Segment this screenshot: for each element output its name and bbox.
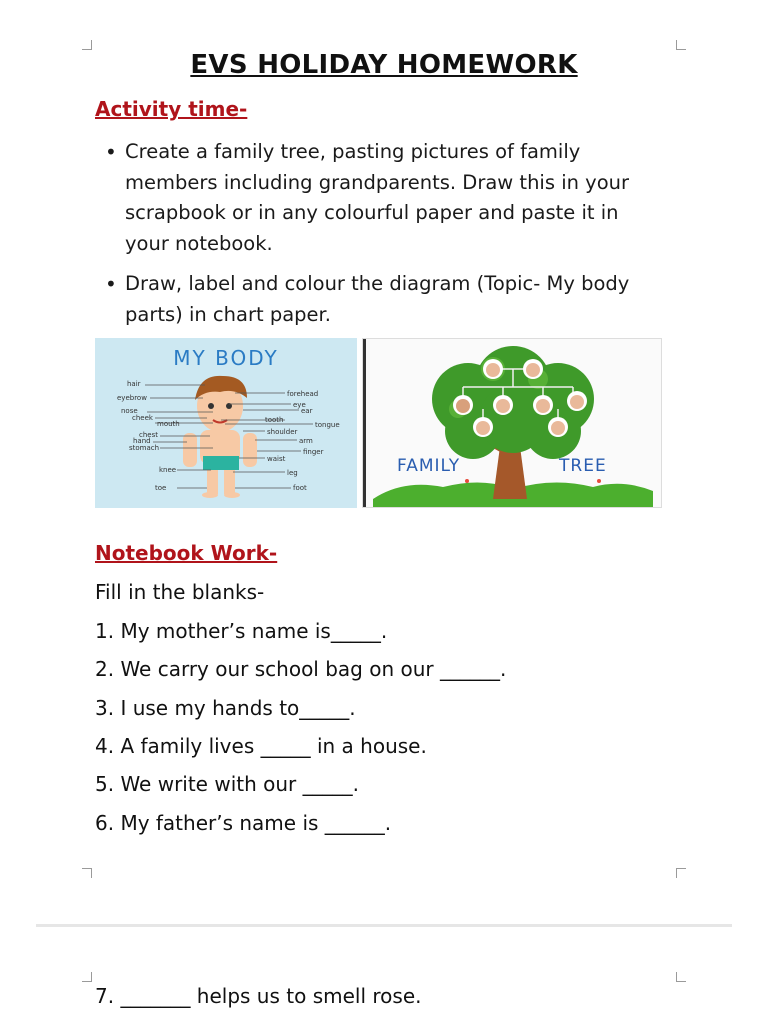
question-item: 2. We carry our school bag on our ______. [95, 657, 507, 681]
page-title: EVS HOLIDAY HOMEWORK [190, 50, 578, 80]
fill-blanks-instruction: Fill in the blanks- [95, 580, 265, 604]
label-forehead: forehead [287, 390, 319, 398]
activity-item [105, 137, 665, 259]
crop-mark-top-right [676, 40, 686, 50]
family-tree-drawing [363, 339, 661, 507]
label-mouth: mouth [157, 420, 180, 428]
boy-left-arm [183, 433, 197, 467]
label-stomach: stomach [129, 444, 160, 452]
bullet-icon: • [105, 272, 117, 296]
label-finger: finger [303, 448, 324, 456]
question-item: 1. My mother’s name is_____. [95, 619, 388, 643]
label-toe: toe [155, 484, 167, 492]
activity-item-text: Create a family tree, pasting pictures of family members including grandparents. Draw this in your scrapbook or in any colourful paper and paste it in your notebook. [125, 140, 630, 255]
question-item: 5. We write with our _____. [95, 772, 359, 796]
label-nose: nose [121, 407, 138, 415]
activity-list [105, 137, 665, 340]
crop-mark-bottom-right [676, 868, 686, 878]
boy-right-arm [243, 433, 257, 467]
question-item: 6. My father’s name is ______. [95, 811, 392, 835]
label-ear: ear [301, 407, 313, 415]
my-body-illustration [95, 338, 357, 508]
label-leg: leg [287, 469, 298, 477]
question-item: 7. _______ helps us to smell rose. [95, 984, 422, 1008]
label-eyebrow: eyebrow [117, 394, 147, 402]
bullet-icon: • [105, 140, 117, 164]
question-item: 4. A family lives _____ in a house. [95, 734, 427, 758]
my-body-drawing [95, 338, 357, 508]
label-waist: waist [267, 455, 286, 463]
label-eye: eye [293, 401, 306, 409]
activity-item-text: Draw, label and colour the diagram (Topic- My body parts) in chart paper. [125, 272, 630, 326]
notebook-heading: Notebook Work- [95, 541, 278, 565]
label-cheek: cheek [132, 414, 153, 422]
label-chest: chest [139, 431, 158, 439]
label-hair: hair [127, 380, 141, 388]
tree-word: TREE [559, 456, 607, 476]
label-hand: hand [133, 437, 151, 445]
family-word: FAMILY [397, 456, 461, 476]
crop-mark-bottom-left [82, 868, 92, 878]
question-item: 3. I use my hands to_____. [95, 696, 356, 720]
label-shoulder: shoulder [267, 428, 298, 436]
activity-item [105, 269, 665, 330]
crop-mark-next-page-right [676, 972, 686, 982]
crop-mark-top-left [82, 40, 92, 50]
label-arm: arm [299, 437, 313, 445]
my-body-title: MY BODY [173, 346, 279, 370]
activity-heading: Activity time- [95, 97, 248, 121]
crop-mark-next-page-left [82, 972, 92, 982]
label-knee: knee [159, 466, 177, 474]
family-tree-illustration [362, 338, 662, 508]
label-foot: foot [293, 484, 307, 492]
boy-shorts [203, 456, 239, 470]
label-tongue: tongue [315, 421, 340, 429]
label-tooth: tooth [265, 416, 284, 424]
page-divider [36, 924, 732, 927]
